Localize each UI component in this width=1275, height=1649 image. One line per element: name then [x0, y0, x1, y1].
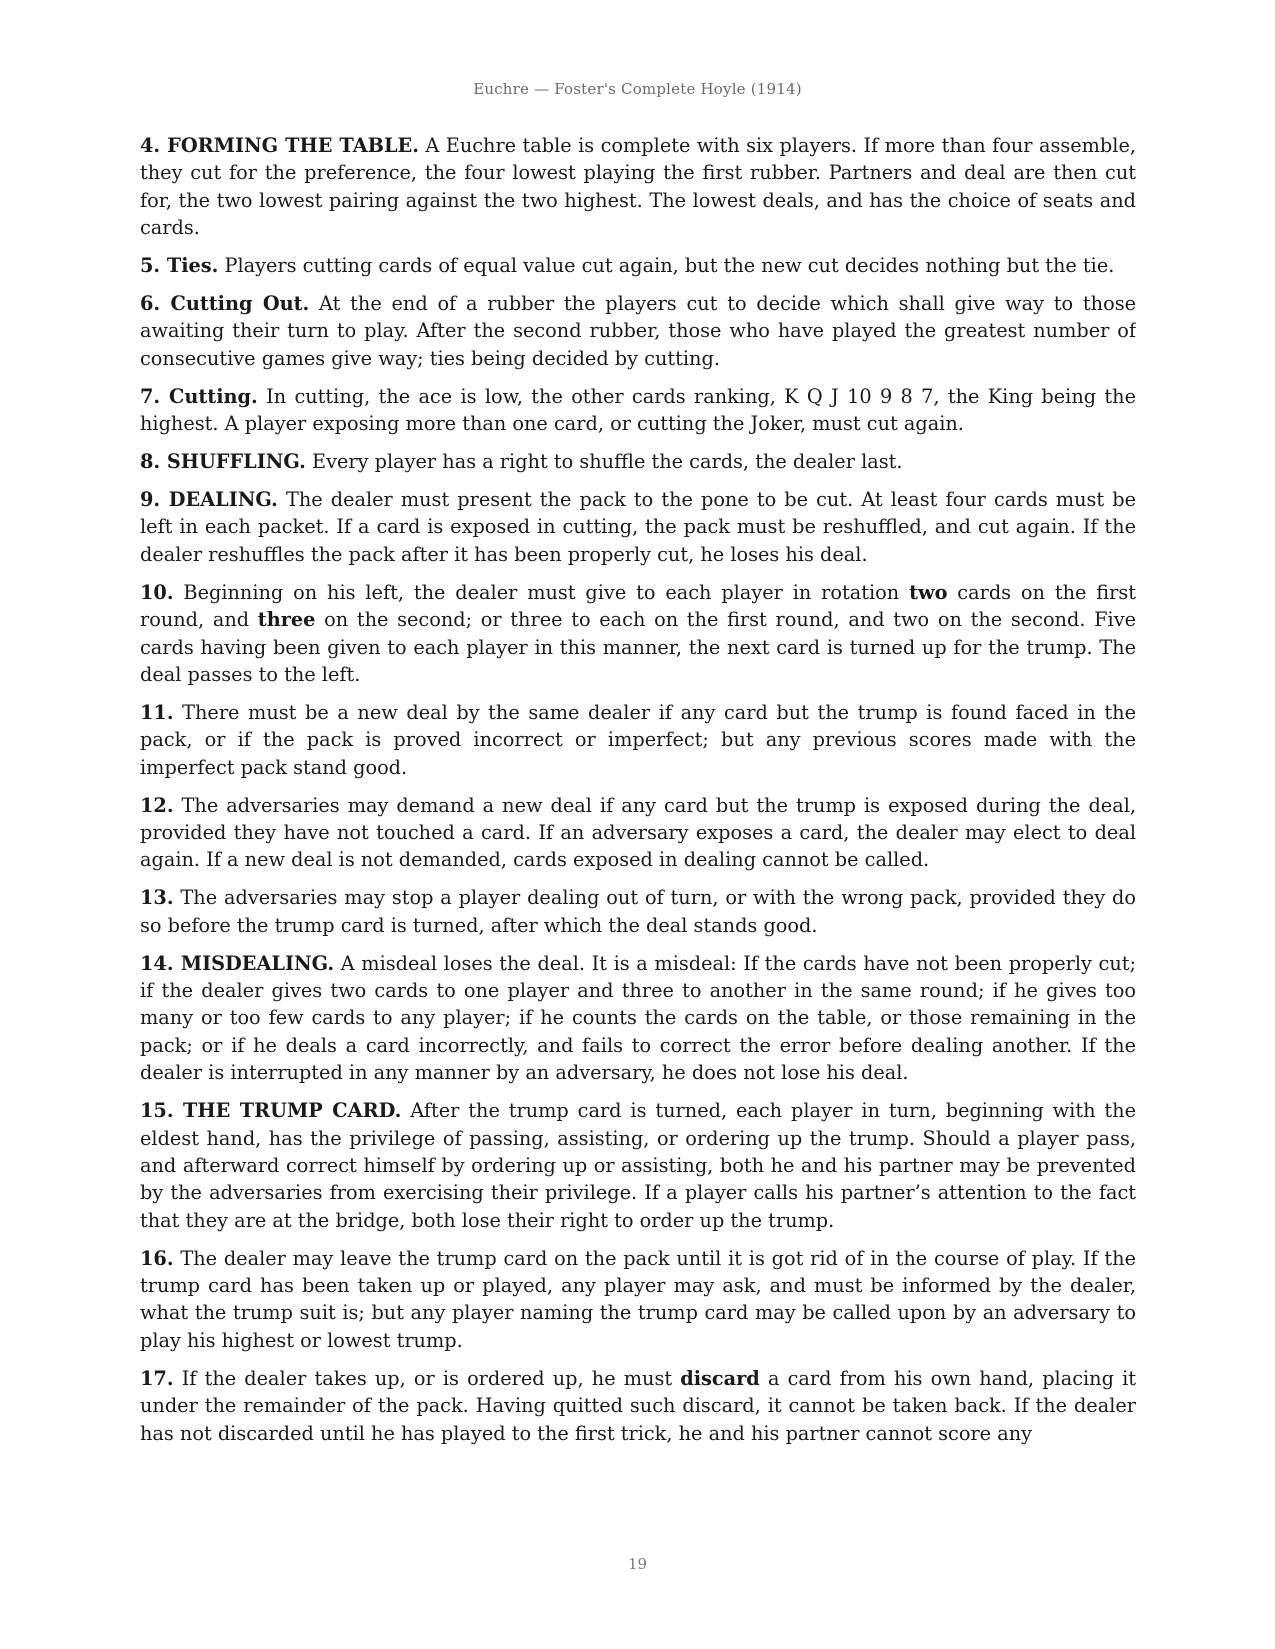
rule-text: The dealer may leave the trump card on the pack until it is got rid of in the course of play. If the trump card has been taken up or played, any player may ask, and must be informed by the dealer, what the trump suit is; but any player naming the trump card may be called upon by an adversary to play his highest or lowest trump. [140, 1246, 1136, 1352]
rule-text: In cutting, the ace is low, the other cards ranking, K Q J 10 9 8 7, the King being the highest. A player exposing more than one card, or cutting the Joker, must cut again. [140, 384, 1136, 436]
rule-heading: 8. SHUFFLING. [140, 450, 306, 474]
rule-text: Beginning on his left, the dealer must give to each player in rotation [173, 580, 910, 604]
rule-text: The adversaries may demand a new deal if any card but the trump is exposed during the deal, provided they have not touched a card. If an adversary exposes a card, the dealer may elect to deal again. If a new deal is not demanded, cards exposed in dealing cannot be called. [140, 793, 1136, 872]
rule-paragraph [140, 699, 1136, 781]
running-head: Euchre — Foster's Complete Hoyle (1914) [473, 80, 802, 98]
rule-heading: 16. [140, 1246, 174, 1270]
page-number: 19 [627, 1555, 648, 1573]
rule-paragraph [140, 792, 1136, 874]
rule-heading: 13. [140, 886, 174, 910]
rule-paragraph [140, 884, 1136, 939]
rule-paragraph [140, 448, 1136, 475]
rule-paragraph [140, 950, 1136, 1087]
rule-paragraph [140, 252, 1136, 279]
emphasis-term: discard [680, 1366, 760, 1390]
rule-paragraph [140, 132, 1136, 242]
rule-heading: 9. DEALING. [140, 487, 278, 511]
rule-heading: 7. Cutting. [140, 384, 258, 408]
rule-heading: 11. [140, 700, 174, 724]
rule-paragraph [140, 579, 1136, 689]
emphasis-term: two [909, 580, 948, 604]
rule-text: A misdeal loses the deal. It is a misdeal: If the cards have not been properly cut; if the dealer gives two cards to one player and three to another in the same round; if he gives too many or too few cards to any player; if he counts the cards on the table, or those remaining in the pack; or if he deals a card incorrectly, and fails to correct the error before dealing another. If the dealer is interrupted in any manner by an adversary, he does not lose his deal. [140, 951, 1136, 1085]
rule-paragraph [140, 383, 1136, 438]
rule-heading: 15. THE TRUMP CARD. [140, 1099, 402, 1123]
rule-text: After the trump card is turned, each player in turn, beginning with the eldest hand, has the privilege of passing, assisting, or ordering up the trump. Should a player pass, and afterward correct himself by ordering up or assisting, both he and his partner may be prevented by the adversaries from exercising their privilege. If a player calls his partner’s attention to the fact that they are at the bridge, both lose their right to order up the trump. [140, 1099, 1136, 1232]
rule-text: There must be a new deal by the same dealer if any card but the trump is found faced in the pack, or if the pack is proved incorrect or imperfect; but any previous scores made with the imperfect pack stand good. [140, 700, 1136, 779]
rule-paragraph [140, 486, 1136, 568]
rule-heading: 14. MISDEALING. [140, 951, 335, 975]
rule-heading: 10. [140, 580, 174, 604]
rule-text: Every player has a right to shuffle the cards, the dealer last. [305, 450, 903, 474]
rule-heading: 6. Cutting Out. [140, 292, 310, 316]
rule-paragraph [140, 1097, 1136, 1234]
rule-text: At the end of a rubber the players cut to decide which shall give way to those awaiting their turn to play. After the second rubber, those who have played the greatest number of consecutive games give way; ties being decided by cutting. [140, 292, 1136, 370]
rule-paragraph [140, 1245, 1136, 1355]
rule-heading: 12. [140, 793, 174, 817]
rule-heading: 5. Ties. [140, 254, 219, 278]
rule-text: The dealer must present the pack to the pone to be cut. At least four cards must be left in each packet. If a card is exposed in cutting, the pack must be reshuffled, and cut again. If the dealer reshuffles the pack after it has been properly cut, he loses his deal. [140, 487, 1136, 566]
rule-paragraph [140, 1365, 1136, 1447]
rule-text: on the second; or three to each on the first round, and two on the second. Five cards having been given to each player in this manner, the next card is turned up for the trump. The deal passes to the left. [140, 608, 1136, 686]
rule-text: The adversaries may stop a player dealing out of turn, or with the wrong pack, provided they do so before the trump card is turned, after which the deal stands good. [140, 886, 1136, 937]
rule-text: Players cutting cards of equal value cut again, but the new cut decides nothing but the tie. [218, 254, 1115, 278]
rule-text: If the dealer takes up, or is ordered up, he must [173, 1366, 681, 1390]
rule-heading: 17. [140, 1366, 174, 1390]
rule-text: a card from his own hand, placing it under the remainder of the pack. Having quitted such discard, it cannot be taken back. If the dealer has not discarded until he has played to the first trick, he and his partner cannot score any [140, 1366, 1136, 1445]
rule-paragraph [140, 290, 1136, 372]
rule-text: cards on the first round, and [140, 580, 1136, 632]
emphasis-term: three [257, 608, 316, 632]
body-text [140, 132, 1136, 1492]
rule-text: A Euchre table is complete with six players. If more than four assemble, they cut for the preference, the four lowest playing the first rubber. Partners and deal are then cut for, the two lowest pairing against the two highest. The lowest deals, and has the choice of seats and cards. [140, 134, 1136, 240]
rule-heading: 4. FORMING THE TABLE. [140, 134, 419, 157]
